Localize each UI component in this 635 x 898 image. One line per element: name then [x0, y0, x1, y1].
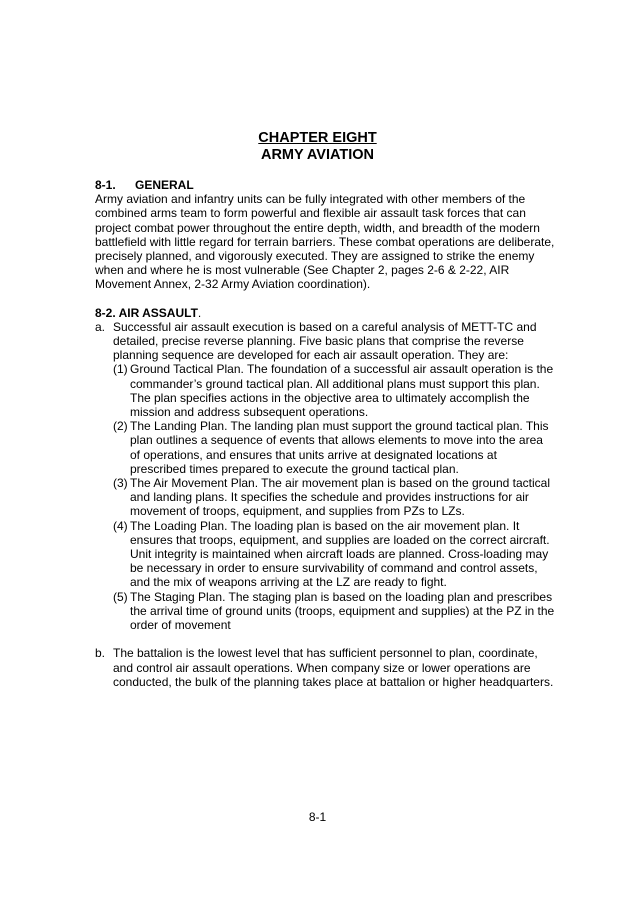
list-item-b-label: b. [95, 646, 106, 661]
plan-item-4 [113, 519, 555, 590]
plan-item-label: (5) [113, 589, 128, 604]
plan-item-label: (4) [113, 518, 128, 533]
section-8-2-title: 8-2. AIR ASSAULT [95, 305, 198, 320]
plan-item-label: (3) [113, 476, 128, 491]
plan-item-5 [113, 590, 555, 633]
chapter-number-title: CHAPTER EIGHT [258, 130, 377, 146]
section-8-1-body: Army aviation and infantry units can be fully integrated with other members of the combined arms team to form powerful and flexible air assault task forces that can project combat power throughout the entire depth, width, and breadth of the modern battlefield with little regard for terrain barriers. These combat operations are deliberate, precisely planned, and vigorously executed. They are assigned to strike the enemy when and where he is most vulnerable (See Chapter 2, pages 2-6 & 2-22, AIR Movement Annex, 2-32 Army Aviation coordination). [95, 192, 555, 292]
section-8-2-period: . [197, 305, 202, 320]
chapter-name-title: ARMY AVIATION [260, 147, 375, 163]
plan-item-2 [113, 419, 555, 476]
list-item-a-text: Successful air assault execution is based on a careful analysis of METT-TC and detailed, precise reverse planning. Five basic plans that comprise the reverse planning sequence are developed for each air assault operation. They are: [113, 319, 537, 363]
section-8-1-number: 8-1. [95, 178, 116, 192]
list-item-a-label: a. [95, 319, 106, 334]
plan-item-label: (2) [113, 419, 128, 434]
plan-item-label: (1) [113, 362, 128, 377]
plan-item-text: The Loading Plan. The loading plan is based on the air movement plan. It ensures that troops, equipment, and supplies are loaded on the correct aircraft. Unit integrity is maintained when aircraft loads are planned. Cross-loading may be necessary in order to ensure survivability of command and control assets, and the mix of weapons arriving at the LZ are ready to fight. [130, 518, 550, 590]
document-body [95, 178, 555, 689]
spacer [95, 292, 555, 306]
plan-item-text: The Landing Plan. The landing plan must support the ground tactical plan. This plan outlines a sequence of events that allows elements to move into the area of operations, and ensures that units arrive at designated locations at prescribed times prepared to execute the ground tactical plan. [130, 419, 549, 476]
list-item-b [95, 646, 555, 689]
plan-item-1 [113, 362, 555, 419]
page-number: 8-1 [308, 810, 327, 824]
section-8-2-heading [95, 306, 555, 320]
plan-item-text: The Air Movement Plan. The air movement plan is based on the ground tactical and landing plans. It specifies the schedule and provides instructions for air movement of troops, equipment, and supplies from PZs to LZs. [130, 476, 551, 519]
plan-item-text: Ground Tactical Plan. The foundation of a successful air assault operation is the commander’s ground tactical plan. All additional plans must support this plan. The plan specifies actions in the objective area to ultimately accomplish the mission and address subsequent operations. [130, 362, 554, 420]
plan-item-3 [113, 476, 555, 519]
list-item-b-text: The battalion is the lowest level that has sufficient personnel to plan, coordinate, and control air assault operations. When company size or lower operations are conducted, the bulk of the planning takes place at battalion or higher headquarters. [113, 646, 554, 689]
plan-item-text: The Staging Plan. The staging plan is based on the loading plan and prescribes the arrival time of ground units (troops, equipment and supplies) at the PZ in the order of movement [130, 589, 555, 633]
section-8-1-title: GENERAL [135, 178, 194, 192]
list-item-a [95, 320, 555, 363]
spacer [95, 632, 555, 646]
section-8-1-heading [95, 178, 555, 192]
